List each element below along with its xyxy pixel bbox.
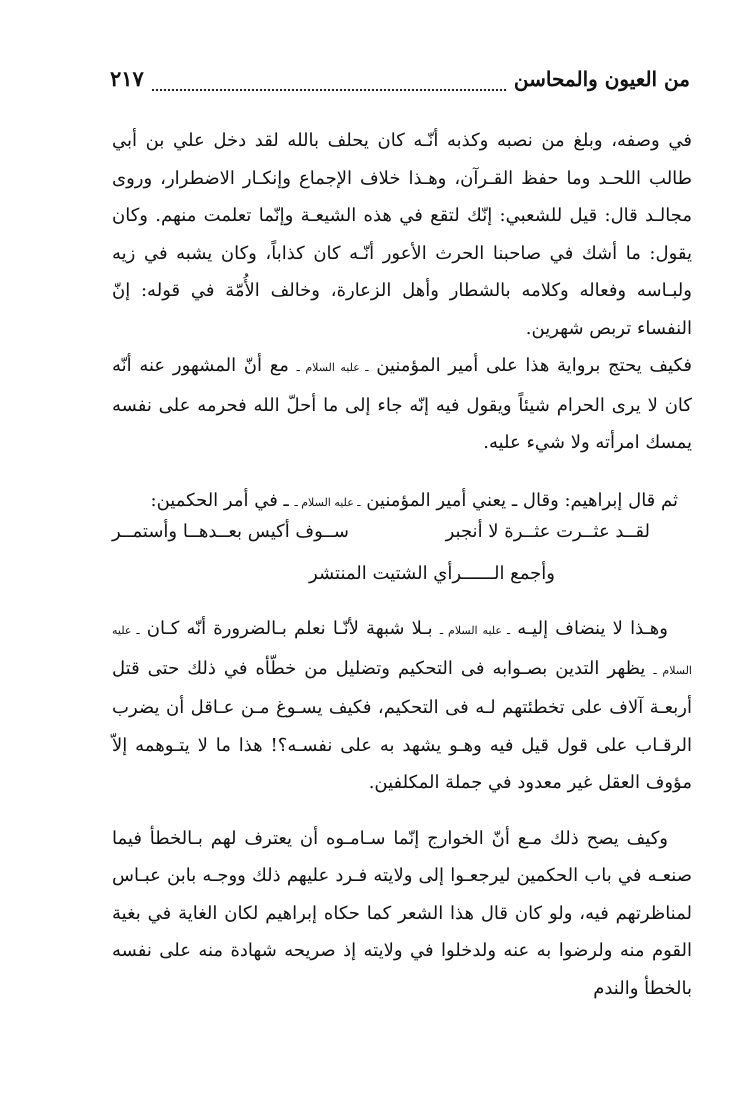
dotted-leader bbox=[152, 89, 506, 91]
salutation: ـ عليه السلام ـ bbox=[439, 624, 511, 637]
paragraph-1: في وصفه، وبلغ من نصبه وكذبه أنّـه كان يحلف بالله لقد دخل علي بن أبي طالب اللحـد وما حفظ القـرآن، وهـذا خلاف الإجماع وإنكـار الاضطرار، وروى مجالـد قال: قيل للشعبي: إنّك لتقع في هذه الشيعـة وإنّما تعلمت منهم. وكان يقول: ما أشك في صاحبنا الحرث الأعور أنّـه كان كذاباً، وكان يشبه في زيه ولبـاسه وفعاله وكلامه بالشطار وأهل الزعارة، وخالف الأُمّة في قوله: إنّ النفساء تربص شهرين. bbox=[112, 130, 692, 339]
salutation: ـ عليه السلام ـ bbox=[112, 624, 692, 677]
poem-intro-text-b: ـ في أمر الحكمين: bbox=[150, 489, 295, 511]
paragraph-3-text-a: وهـذا لا ينضاف إليـه bbox=[510, 618, 668, 639]
lower-text bbox=[112, 610, 692, 1007]
page-number: ٢١٧ bbox=[110, 66, 144, 91]
paragraph-2-text-b: مع أنّ المشهور عنه أنّه كان لا يرى الحرام شيئاً ويقول فيه إنّه جاء إلى ما أحلّ الله فحرمه على نفسه يمسك امرأته ولا شيء عليه. bbox=[112, 355, 692, 453]
salutation: ـ عليه السلام ـ bbox=[294, 495, 361, 509]
paragraph-2-text-a: فكيف يحتج برواية هذا على أمير المؤمنين bbox=[368, 355, 693, 376]
poem-intro-text-a: ثم قال إبراهيم: وقال ـ يعني أمير المؤمنين bbox=[360, 489, 678, 511]
paragraph-3 bbox=[112, 610, 692, 802]
paragraph-4: وكيف يصح ذلك مـع أنّ الخوارج إنّما سـامـوه أن يعترف لهم بـالخطأ فيما صنعـه في باب الحكمين ليرجعـوا إلى ولايته فـرد عليهم ذلك ووجـه بابن عبـاس لمناظرتهم فيه، ولو كان قال هذا الشعر كما حكاه إبراهيم لكان الغاية في بغية القوم منه ولرضوا به عنه ولدخلوا في ولايته إذ صريحه شهادة منه على نفسه بالخطأ والندم bbox=[112, 827, 692, 999]
salutation: ـ عليه السلام ـ bbox=[296, 361, 369, 374]
upper-text bbox=[112, 122, 692, 521]
poem bbox=[112, 510, 692, 594]
page-header bbox=[110, 66, 690, 106]
verse-line-1 bbox=[112, 510, 692, 552]
hemistich-left: ســوف أكيس بعــدهــا وأستمــر bbox=[112, 520, 350, 542]
paragraph-3-text-c: يظهر التدين بصـوابه فى التحكيم وتضليل من خطّأه في ذلك حتى قتل أربعـة آلاف على تخطئتهم لـه فى التحكيم، فكيف يسـوغ مـن عـاقل أن يضرب الرقـاب على قول قيل فيه وهـو يشهد به على نفسـه؟! هذا ما لا يتـوهمه إلاّ مؤوف العقل غير معدود في جملة المكلفين. bbox=[112, 657, 692, 793]
verse-line-2 bbox=[112, 552, 692, 594]
running-title: من العيون والمحاسن bbox=[513, 67, 690, 91]
paragraph-3-text-b: بـلا شبهة لأنّـا نعلم بـالضرورة أنّه كـان bbox=[139, 618, 440, 639]
hemistich-right: لقــد عثــرت عثــرة لا أنجبر bbox=[445, 520, 650, 542]
hemistich-single: وأجمع الــــــرأي الشتيت المنتشر bbox=[309, 562, 555, 584]
paragraph-2 bbox=[112, 347, 692, 462]
